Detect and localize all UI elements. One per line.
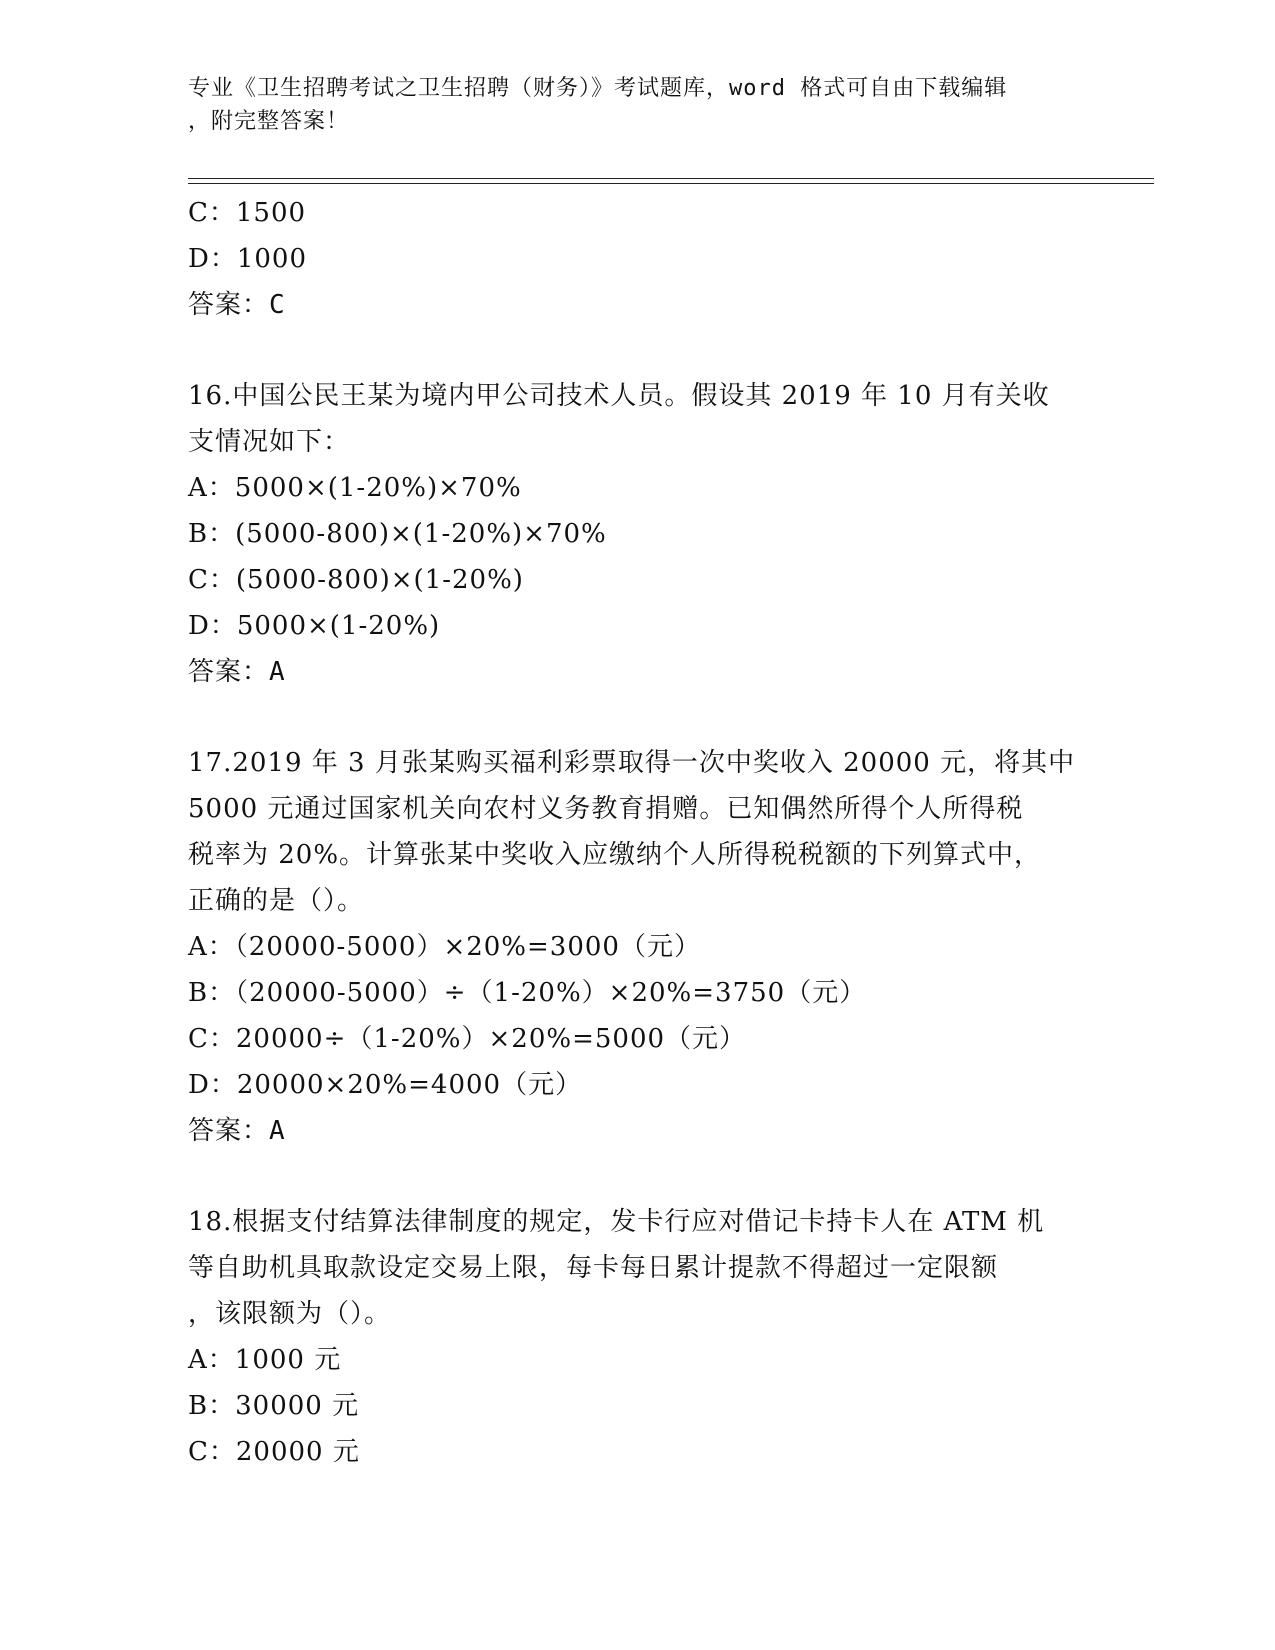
question-list [188,190,1088,1475]
spacer [188,695,1088,740]
question-stem: 16.中国公民王某为境内甲公司技术人员。假设其 2019 年 10 月有关收 [188,381,1050,411]
question-stem: 税率为 20%。计算张某中奖收入应缴纳个人所得税税额的下列算式中， [188,840,1042,870]
answer: 答案：A [188,657,286,687]
option-a: A：（20000-5000）×20%=3000（元） [188,932,701,962]
header-rule-top [188,178,1154,179]
option-b: B：（20000-5000）÷（1-20%）×20%=3750（元） [188,978,867,1008]
option-d: D：5000×(1-20%) [188,611,441,641]
option-b: B：(5000-800)×(1-20%)×70% [188,519,607,549]
spacer [188,1154,1088,1199]
option-a: A：1000 元 [188,1345,342,1375]
question-18 [188,1199,1088,1475]
question-15 [188,190,1088,328]
question-stem: 等自助机具取款设定交易上限，每卡每日累计提款不得超过一定限额 [188,1253,999,1283]
question-17 [188,740,1088,1154]
option-c: C：(5000-800)×(1-20%) [188,565,524,595]
option-c: C：20000 元 [188,1437,360,1467]
question-stem: 正确的是（）。 [188,886,365,916]
option-c: C：20000÷（1-20%）×20%=5000（元） [188,1024,747,1054]
option-c: C：1500 [188,198,307,228]
spacer [188,328,1088,373]
question-stem: 17.2019 年 3 月张某购买福利彩票取得一次中奖收入 20000 元，将其中 [188,748,1076,778]
question-16 [188,373,1088,695]
header-line-1: 专业《卫生招聘考试之卫生招聘（财务）》考试题库，word 格式可自由下载编辑 [188,76,1008,101]
question-stem: 18.根据支付结算法律制度的规定，发卡行应对借记卡持卡人在 ATM 机 [188,1207,1045,1237]
answer: 答案：C [188,290,286,320]
question-stem: 支情况如下： [188,427,351,457]
answer: 答案：A [188,1116,286,1146]
question-stem: 5000 元通过国家机关向农村义务教育捐赠。已知偶然所得个人所得税 [188,794,1024,824]
header-rule-bottom [188,183,1154,184]
option-b: B：30000 元 [188,1391,360,1421]
option-d: D：20000×20%=4000（元） [188,1070,583,1100]
document-header [188,72,1088,138]
option-d: D：1000 [188,244,308,274]
option-a: A：5000×(1-20%)×70% [188,473,522,503]
header-line-2: ，附完整答案！ [188,109,350,134]
question-stem: ，该限额为（）。 [188,1299,392,1329]
